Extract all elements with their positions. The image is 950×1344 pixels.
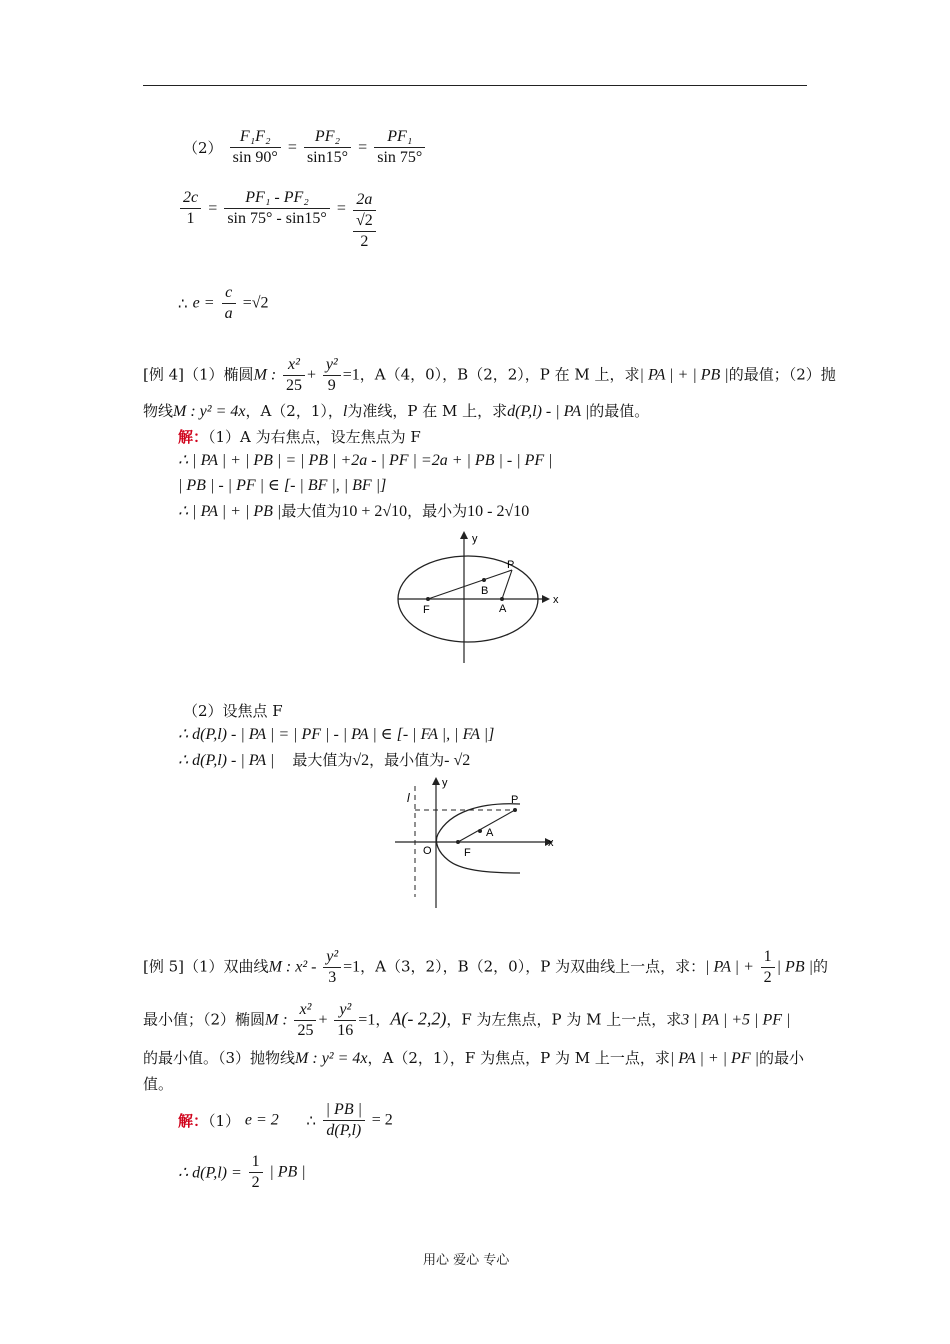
label-A: A (499, 603, 507, 615)
label-P: P (511, 794, 519, 806)
page-footer: 用心 爱心 专心 (423, 1253, 510, 1268)
point-P (513, 808, 517, 812)
example4-step3: ∴ | PA | + | PB |最大值为10 + 2√10，最小为10 - 2√10 (178, 502, 530, 520)
example4-line1: [例 4]（1）椭圆M : $\frac{\text{x²}}{25}$ + $\frac{\text{y²}}{9}$ =1，A（4，0），B（2，2），P 在 M 上，求| PA | + | PB |的最值；（2）抛 (143, 356, 836, 394)
example4-step1: ∴ | PA | + | PB | = | PB | +2a - | PF | =2a + | PB | - | PF | (178, 452, 553, 469)
example4-step4: ∴ d(P,l) - | PA | = | PF | - | PA | ∈ [- | FA |, | FA |] (178, 726, 495, 743)
point-A (478, 829, 482, 833)
label-y: y (442, 777, 448, 789)
label-A: A (486, 827, 494, 839)
formula-line-sines: （2） $\frac{\text{F₁F₂}}{\sin 90^\circ}$ = $\frac{\text{PF₂}}{\sin 15^\circ}$ = $\frac{\text{PF₁}}{\sin 75^\circ}$ (183, 127, 427, 168)
example5-final: ∴ d(P,l) = $\frac{1}{2}$ | PB | (178, 1153, 306, 1191)
formula-line-eccentricity: ∴ e = $\frac{c}{a}$ =√2 (178, 284, 269, 322)
example4-part2: （2）设焦点 F (183, 702, 283, 720)
segment-FP (428, 570, 512, 599)
example4-step5: ∴ d(P,l) - | PA | 最大值为√2，最小值为- √2 (178, 751, 471, 769)
label-l: l (407, 791, 410, 805)
label-B: B (481, 585, 489, 597)
segment-AP (502, 570, 512, 599)
header-rule (143, 85, 807, 86)
example5-line1: [例 5]（1）双曲线M : x² - $\frac{\text{y²}}{3}$ =1，A（3，2），B（2，0），P 为双曲线上一点，求：| PA | + $\frac{1}{2}$ | PB |的 (143, 948, 829, 986)
point-B (482, 578, 486, 582)
ellipse-figure (390, 528, 560, 668)
label-x: x (553, 594, 559, 606)
label-P: P (507, 559, 515, 571)
label-F: F (423, 604, 430, 616)
example4-step2: | PB | - | PF | ∈ [- | BF |, | BF |] (178, 477, 387, 494)
point-F (456, 840, 460, 844)
y-axis-arrow (432, 777, 440, 785)
point-A (500, 597, 504, 601)
point-F (426, 597, 430, 601)
label-y: y (472, 533, 478, 545)
example5-line2: 最小值；（2）椭圆M : $\frac{\text{x²}}{25}$ + $\frac{\text{y²}}{16}$ =1，A(- 2,2)，F 为左焦点，P 为 M 上一点，求3 | PA | +5 | PF | (143, 1001, 791, 1039)
example5-line4: 值。 (143, 1075, 174, 1093)
label-x: x (548, 837, 554, 849)
parabola-figure (390, 772, 560, 912)
y-axis-arrow (460, 531, 468, 539)
example5-solution-1: 解：（1） e = 2 ∴ $\frac{| PB |}{d(P,l)}$ = 2 (178, 1101, 393, 1139)
x-axis-arrow (542, 595, 550, 603)
formula-line-ratio: $\frac{2c}{1}$ = $\frac{\text{PF₁ - PF₂}}{\sin 75^\circ - \sin 15^\circ}$ = 2a √2 2 (178, 188, 378, 252)
example4-solution-1: 解：（1）A 为右焦点，设左焦点为 F (178, 428, 421, 446)
example5-line3: 的最小值。（3）抛物线M : y² = 4x，A（2，1），F 为焦点，P 为 M 上一点，求| PA | + | PF |的最小 (143, 1049, 805, 1067)
label-O: O (423, 845, 432, 857)
example4-line2: 物线M : y² = 4x，A（2，1），l为准线，P 在 M 上，求d(P,l) - | PA |的最值。 (143, 402, 650, 420)
label-F: F (464, 847, 471, 859)
